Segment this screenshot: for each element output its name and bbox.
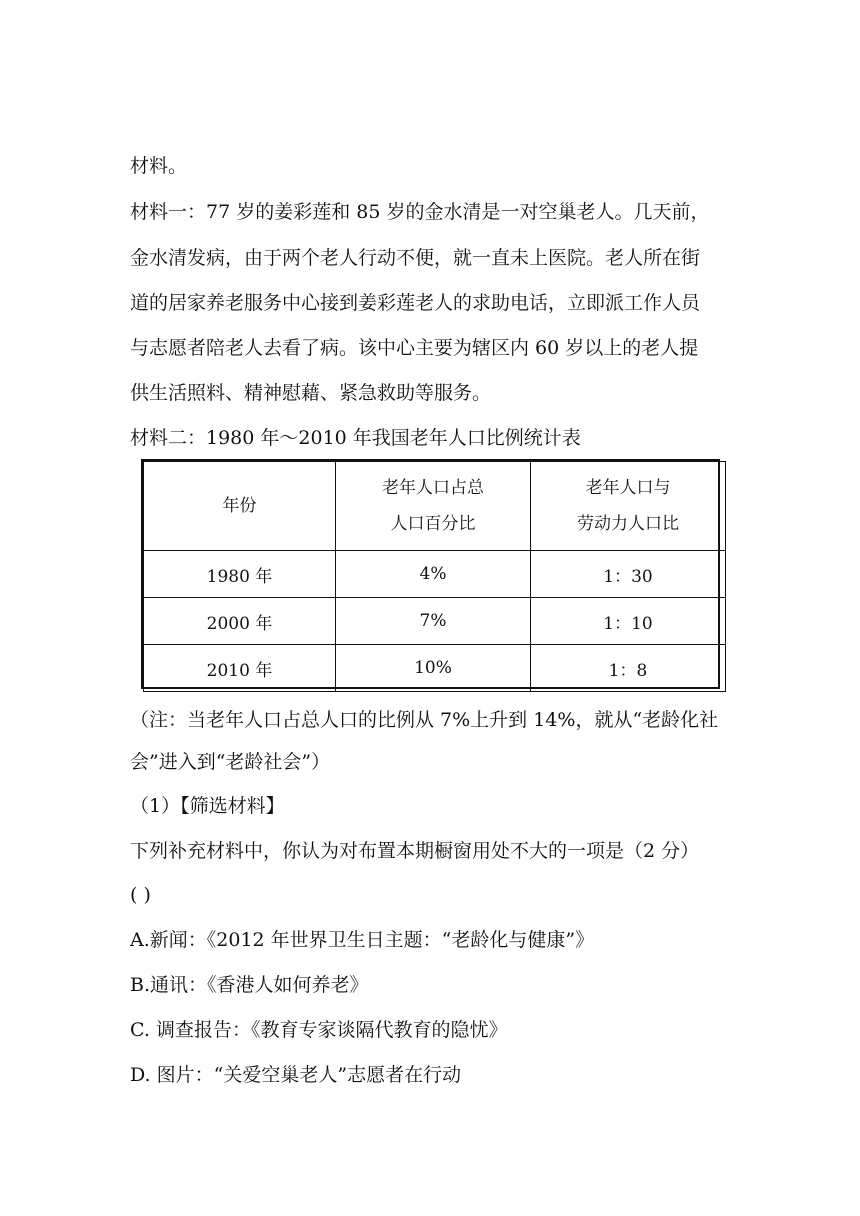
header-elderly-labor-ratio-line-1: 老年人口与 [585, 478, 671, 498]
intro-text: 材料。 [130, 155, 188, 177]
cell-year: 1980 年 [144, 551, 336, 598]
header-elderly-labor-ratio [531, 462, 726, 551]
table-caption: 材料二：1980 年～2010 年我国老年人口比例统计表 [130, 427, 581, 449]
option-d: D. 图片：“关爱空巢老人”志愿者在行动 [130, 1064, 462, 1086]
cell-percentage: 7% [336, 598, 531, 645]
material-one-line-4: 与志愿者陪老人去看了病。该中心主要为辖区内 60 岁以上的老人提 [130, 337, 699, 359]
option-c: C. 调查报告：《教育专家谈隔代教育的隐忧》 [130, 1019, 508, 1041]
cell-percentage: 10% [336, 645, 531, 692]
cell-year: 2010 年 [144, 645, 336, 692]
table-row [144, 645, 726, 692]
option-a: A.新闻：《2012 年世界卫生日主题：“老龄化与健康”》 [130, 929, 595, 951]
cell-ratio: 1：30 [531, 551, 726, 598]
table-row [144, 551, 726, 598]
material-one-line-5: 供生活照料、精神慰藉、紧急救助等服务。 [130, 382, 492, 404]
header-year-label: 年份 [222, 496, 257, 516]
material-one-line-2: 金水清发病，由于两个老人行动不便，就一直未上医院。老人所在街 [130, 247, 701, 269]
header-elderly-labor-ratio-line-2: 劳动力人口比 [577, 514, 679, 534]
note-line-2: 会”进入到“老龄社会”） [130, 751, 331, 773]
cell-year: 2000 年 [144, 598, 336, 645]
question-title: （1）【筛选材料】 [130, 795, 285, 817]
note-line-1: （注：当老年人口占总人口的比例从 7%上升到 14%，就从“老龄化社 [130, 709, 719, 731]
table-header-row [144, 462, 726, 551]
answer-blank: ( ) [130, 884, 151, 906]
elderly-population-table [141, 459, 720, 689]
question-stem: 下列补充材料中，你认为对布置本期橱窗用处不大的一项是（2 分） [130, 840, 700, 862]
cell-ratio: 1：8 [531, 645, 726, 692]
header-elderly-percentage-line-2: 人口百分比 [390, 514, 476, 534]
header-elderly-percentage [336, 462, 531, 551]
material-one-line-1: 材料一：77 岁的姜彩莲和 85 岁的金水清是一对空巢老人。几天前， [130, 201, 710, 223]
cell-percentage: 4% [336, 551, 531, 598]
material-one-line-3: 道的居家养老服务中心接到姜彩莲老人的求助电话，立即派工作人员 [130, 292, 701, 314]
header-year [144, 462, 336, 551]
cell-ratio: 1：10 [531, 598, 726, 645]
header-elderly-percentage-line-1: 老年人口占总 [382, 478, 484, 498]
option-b: B.通讯：《香港人如何养老》 [130, 974, 369, 996]
table-row [144, 598, 726, 645]
